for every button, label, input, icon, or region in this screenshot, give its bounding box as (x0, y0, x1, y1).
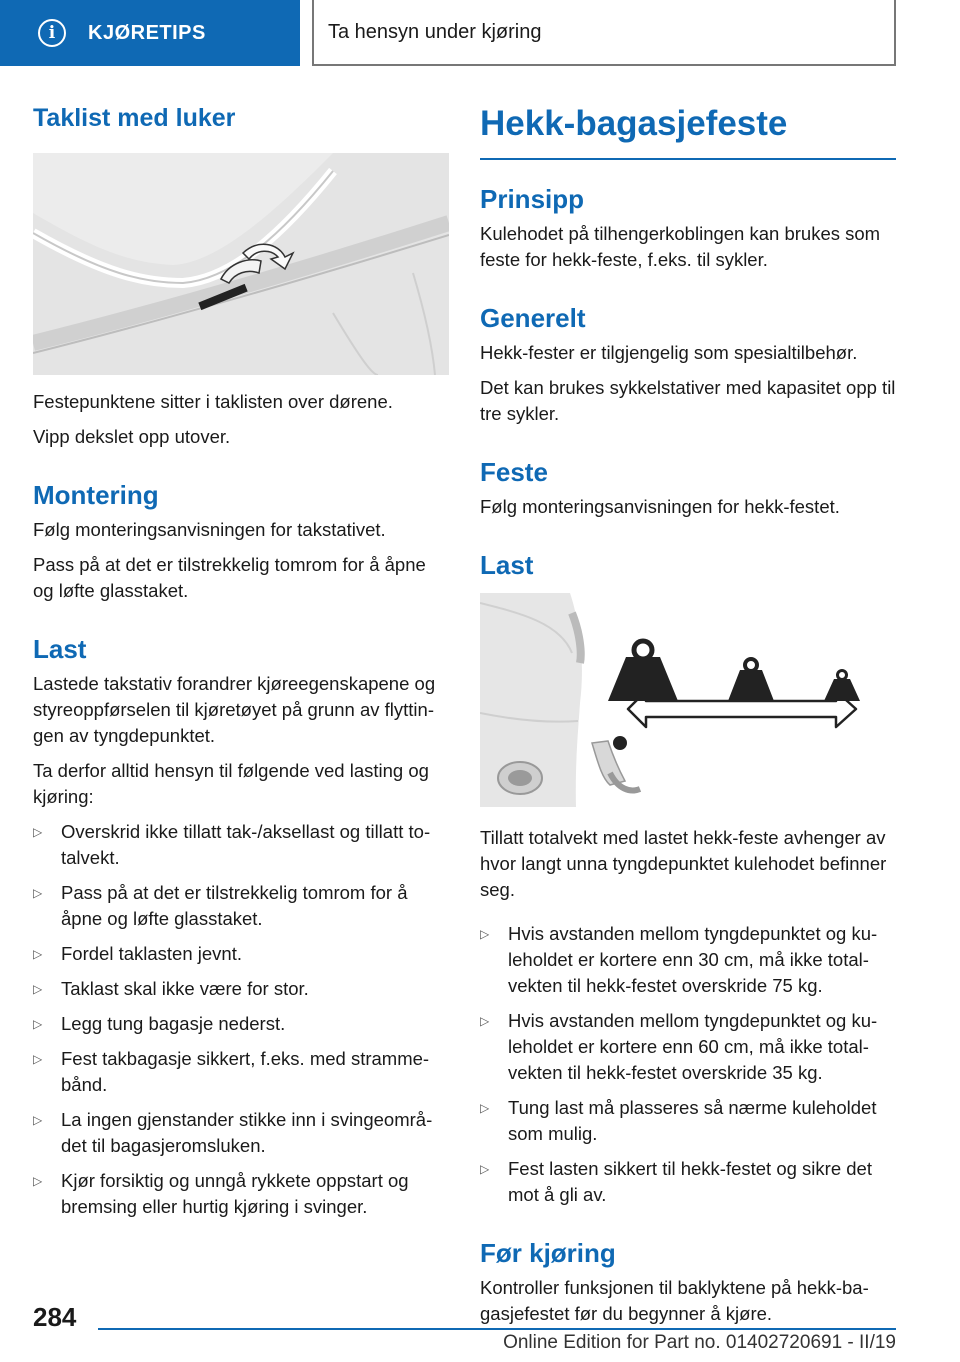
triangle-bullet-icon: ▷ (33, 947, 43, 961)
triangle-bullet-icon: ▷ (480, 1014, 490, 1028)
before-driving-text: Kontroller funksjonen til baklyktene på hekk-bagasjefestet før du begynner å kjøre. (480, 1277, 869, 1324)
right-column (480, 104, 896, 1336)
rear-load-list (480, 921, 896, 1208)
list-item: ▷ Pass på at det er tilstrekkelig tomrom for å åpne og løfte glasstaket. (33, 882, 408, 929)
list-item: ▷ Kjør forsiktig og unngå rykkete oppstart og bremsing eller hurtig kjøring i svinger. (33, 1170, 409, 1217)
info-icon: i (38, 19, 66, 47)
generelt-text-1: Hekk-fester er tilgjengelig som spesialtilbehør. (480, 342, 858, 363)
list-item: ▷ La ingen gjenstander stikke inn i svingeområdet til bagasjeromsluken. (33, 1109, 433, 1156)
last-text-2-left: Ta derfor alltid hensyn til følgende ved lasting og kjøring: (33, 760, 429, 807)
montering-text-2: Pass på at det er tilstrekkelig tomrom for å åpne og løfte glasstaket. (33, 554, 426, 601)
triangle-bullet-icon: ▷ (33, 886, 43, 900)
list-item: ▷ Fest takbagasje sikkert, f.eks. med strammebånd. (33, 1048, 430, 1095)
roof-rail-title: Taklist med luker (33, 104, 236, 132)
list-item: ▷ Fordel taklasten jevnt. (33, 941, 449, 967)
section-header-title: Ta hensyn under kjøring (312, 0, 896, 66)
roof-rail-text-1: Festepunktene sitter i taklisten over dørene. (33, 391, 393, 412)
last-text-1-left: Lastede takstativ forandrer kjøreegenskapene og styreoppførselen til kjøretøyet på grunn av flyttingen av tyngdepunktet. (33, 673, 436, 746)
triangle-bullet-icon: ▷ (33, 1113, 43, 1127)
roof-load-list (33, 819, 449, 1220)
triangle-bullet-icon: ▷ (33, 1174, 43, 1188)
edition-text: Online Edition for Part no. 01402720691 - II/19 (503, 1332, 896, 1353)
list-item: ▷ Overskrid ikke tillatt tak-/aksellast og tillatt totalvekt. (33, 821, 431, 868)
triangle-bullet-icon: ▷ (33, 1052, 43, 1066)
footer-divider (98, 1328, 896, 1330)
left-column (33, 104, 449, 1229)
list-item: ▷ Taklast skal ikke være for stor. (33, 976, 449, 1002)
tow-hitch-load-illustration (480, 593, 896, 807)
triangle-bullet-icon: ▷ (33, 825, 43, 839)
feste-text: Følg monteringsanvisningen for hekk-festet. (480, 496, 840, 517)
before-driving-heading: Før kjøring (480, 1238, 616, 1268)
list-item: ▷ Hvis avstanden mellom tyngdepunktet og kuleholdet er kortere enn 30 cm, må ikke totalvekten til hekk-festet overskride 75 kg. (480, 923, 878, 996)
list-item: ▷ Fest lasten sikkert til hekk-festet og sikre det mot å gli av. (480, 1158, 872, 1205)
page-number: 284 (33, 1302, 77, 1332)
list-item: ▷ Tung last må plasseres så nærme kuleholdet som mulig. (480, 1097, 877, 1144)
last-text-right: Tillatt totalvekt med lastet hekk-feste avhenger av hvor langt unna tyngdepunktet kulehodet befinner seg. (480, 827, 887, 900)
triangle-bullet-icon: ▷ (33, 1017, 43, 1031)
generelt-text-2: Det kan brukes sykkelstativer med kapasitet opp til tre sykler. (480, 377, 896, 424)
prinsipp-heading: Prinsipp (480, 184, 585, 214)
tow-hitch-drawing (480, 593, 896, 807)
triangle-bullet-icon: ▷ (33, 982, 43, 996)
triangle-bullet-icon: ▷ (480, 1162, 490, 1176)
chapter-label: KJØRETIPS (88, 21, 206, 44)
feste-heading: Feste (480, 457, 548, 487)
prinsipp-text: Kulehodet på tilhengerkoblingen kan brukes som feste for hekk-feste, f.eks. til sykler. (480, 223, 881, 270)
generelt-heading: Generelt (480, 303, 586, 333)
last-heading-left: Last (33, 634, 87, 664)
chapter-tab[interactable] (0, 0, 300, 66)
triangle-bullet-icon: ▷ (480, 1101, 490, 1115)
montering-text-1: Følg monteringsanvisningen for takstativet. (33, 519, 386, 540)
roof-rail-text-2: Vipp dekslet opp utover. (33, 426, 231, 447)
rear-carrier-title: Hekk-bagasjefeste (480, 104, 896, 160)
roof-rail-drawing (33, 153, 449, 375)
list-item: ▷ Hvis avstanden mellom tyngdepunktet og kuleholdet er kortere enn 60 cm, må ikke totalvekten til hekk-festet overskride 35 kg. (480, 1010, 878, 1083)
list-item: ▷ Legg tung bagasje nederst. (33, 1011, 449, 1037)
roof-rail-illustration (33, 153, 449, 375)
montering-heading: Montering (33, 480, 159, 510)
last-heading-right: Last (480, 550, 534, 580)
page-header (0, 0, 960, 66)
triangle-bullet-icon: ▷ (480, 927, 490, 941)
